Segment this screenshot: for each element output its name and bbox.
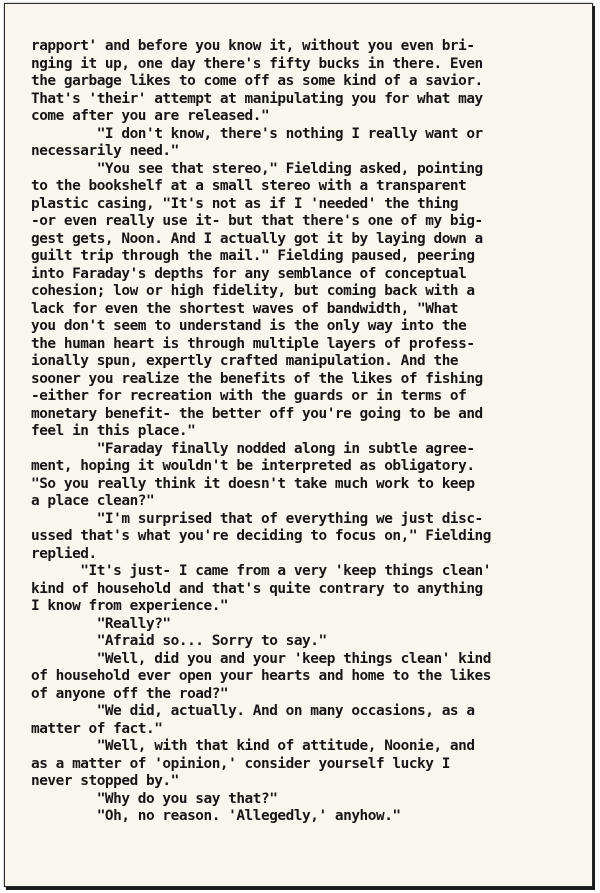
text-line: I know from experience." — [31, 598, 229, 614]
text-line: ionally spun, expertly crafted manipulation. And the — [31, 353, 459, 369]
typewritten-page — [4, 3, 593, 887]
text-line: kind of household and that's quite contrary to anything — [31, 580, 483, 597]
text-line: "I'm surprised that of everything we just disc- — [31, 510, 483, 527]
text-line: gest gets, Noon. And I actually got it by laying down a — [31, 230, 483, 247]
text-line: "Well, did you and your 'keep things clean' kind — [31, 650, 491, 667]
text-line: nging it up, one day there's fifty bucks in there. Even — [31, 55, 483, 72]
text-line: of anyone off the road?" — [31, 685, 229, 702]
text-line: lack for even the shortest waves of bandwidth, "What — [31, 300, 459, 317]
text-line: "It's just- I came from a very 'keep things clean' — [31, 563, 491, 579]
text-line: "Why do you say that?" — [31, 790, 278, 807]
text-line: monetary benefit- the better off you're going to be and — [31, 405, 483, 422]
text-line: -either for recreation with the guards or in terms of — [31, 388, 467, 404]
text-line: That's 'their' attempt at manipulating you for what may — [31, 90, 483, 107]
text-line: cohesion; low or high fidelity, but coming back with a — [31, 283, 475, 299]
text-line: necessarily need." — [31, 143, 179, 159]
text-line: to the bookshelf at a small stereo with a transparent — [31, 178, 467, 194]
text-line: ment, hoping it wouldn't be interpreted as obligatory. — [31, 458, 475, 474]
text-line: come after you are released." — [31, 108, 270, 124]
text-line: the human heart is through multiple layers of profess- — [31, 335, 475, 352]
page-text-body — [31, 38, 579, 826]
text-line: guilt trip through the mail." Fielding paused, peering — [31, 248, 475, 264]
text-line: feel in this place." — [31, 423, 196, 439]
text-line: as a matter of 'opinion,' consider yourself lucky I — [31, 755, 450, 772]
text-line: "You see that stereo," Fielding asked, pointing — [31, 160, 483, 177]
text-line: into Faraday's depths for any semblance of conceptual — [31, 265, 467, 282]
text-line: the garbage likes to come off as some kind of a savior. — [31, 73, 483, 89]
text-line: replied. — [31, 545, 97, 562]
text-line: -or even really use it- but that there's one of my big- — [31, 213, 483, 229]
text-line: of household ever open your hearts and home to the likes — [31, 668, 491, 684]
text-line: never stopped by." — [31, 773, 179, 789]
text-line: "I don't know, there's nothing I really want or — [31, 125, 483, 142]
text-line: a place clean?" — [31, 493, 155, 509]
text-line: "We did, actually. And on many occasions, as a — [31, 703, 475, 719]
text-line: "Afraid so... Sorry to say." — [31, 633, 327, 649]
text-line: plastic casing, "It's not as if I 'needed' the thing — [31, 195, 459, 212]
text-line: rapport' and before you know it, without you even bri- — [31, 38, 475, 54]
text-line: sooner you realize the benefits of the likes of fishing — [31, 370, 483, 387]
text-line: matter of fact." — [31, 720, 163, 737]
text-line: "Well, with that kind of attitude, Noonie, and — [31, 738, 475, 754]
text-line: "So you really think it doesn't take much work to keep — [31, 475, 475, 492]
text-line: "Really?" — [31, 615, 171, 632]
text-line: "Oh, no reason. 'Allegedly,' anyhow." — [31, 808, 401, 824]
text-line: you don't seem to understand is the only way into the — [31, 318, 467, 334]
text-line: ussed that's what you're deciding to focus on," Fielding — [31, 528, 491, 544]
text-line: "Faraday finally nodded along in subtle agree- — [31, 440, 475, 457]
